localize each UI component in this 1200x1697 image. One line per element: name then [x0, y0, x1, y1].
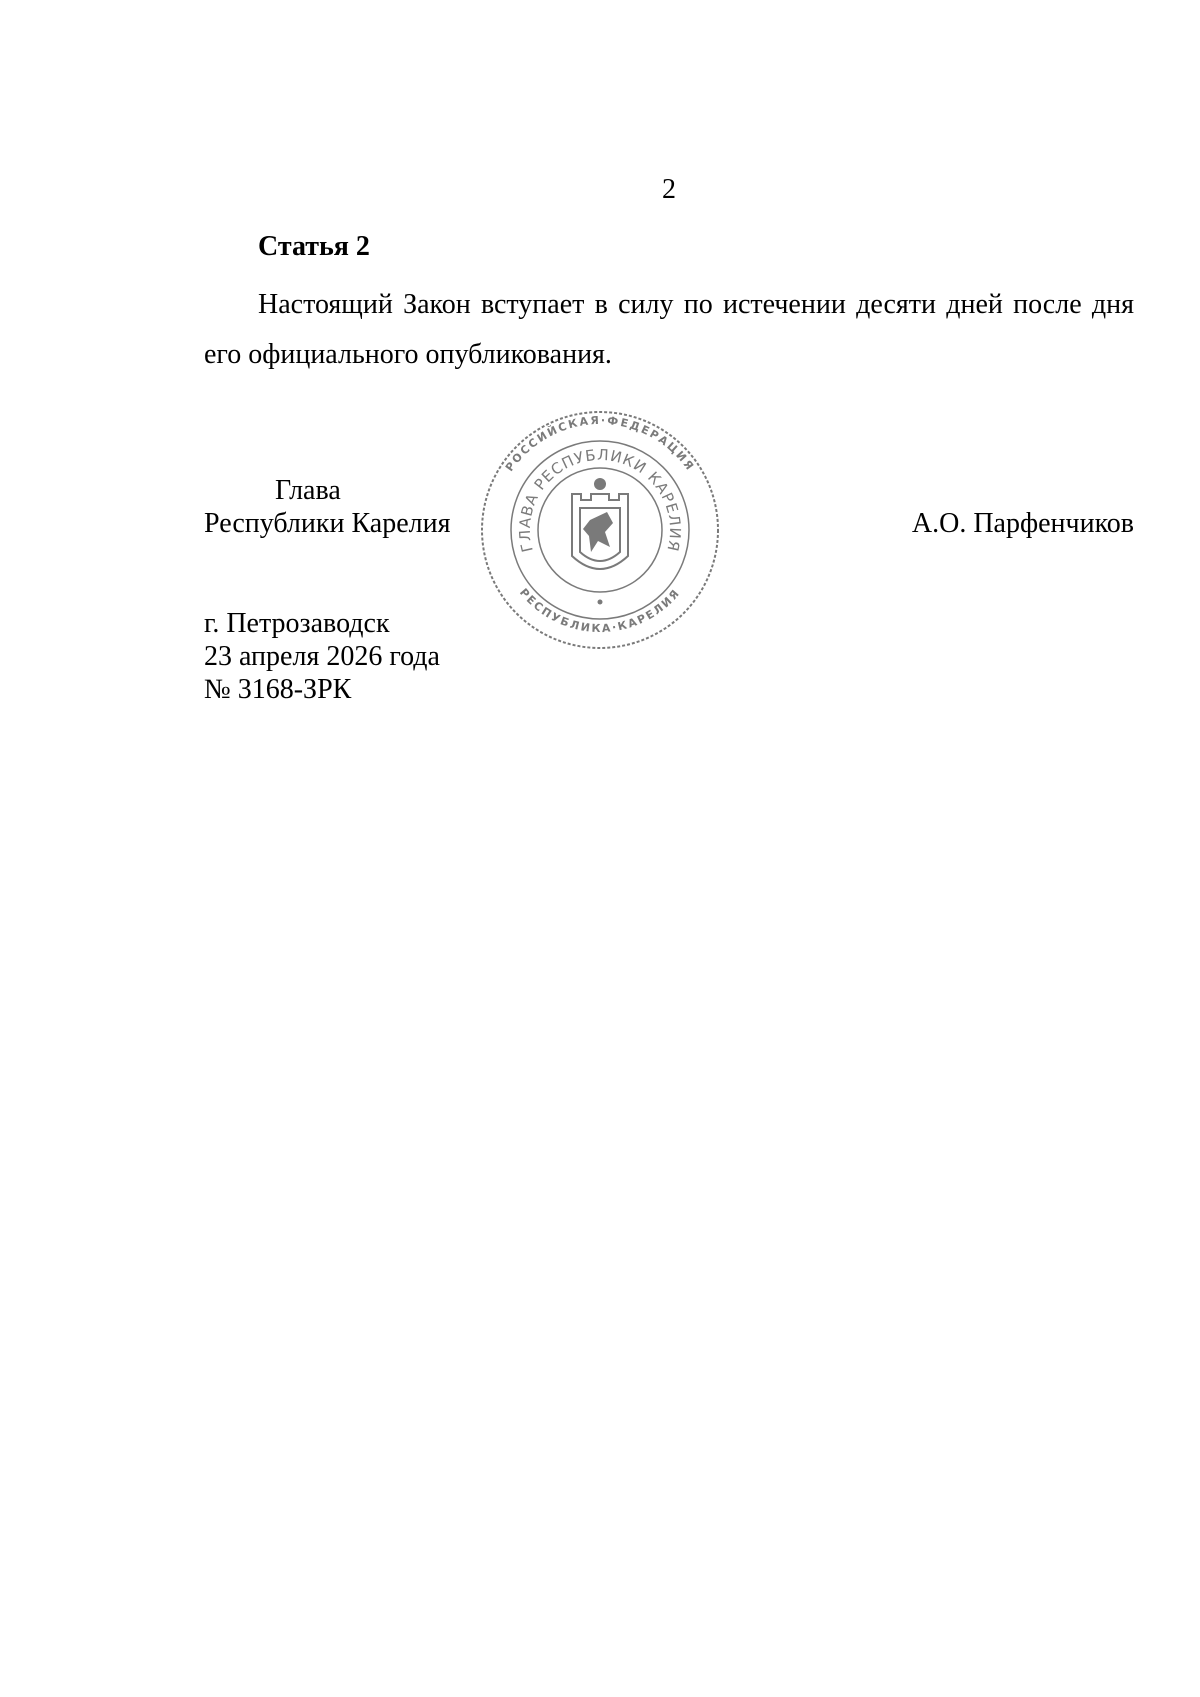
seal-star-icon — [598, 600, 603, 605]
svg-text:РОССИЙСКАЯ·ФЕДЕРАЦИЯ — [503, 414, 697, 474]
signatory-title-line1: Глава — [275, 475, 341, 506]
bear-icon — [583, 512, 613, 552]
article-text: Настоящий Закон вступает в силу по истечении десяти дней после дня его официального опубликования. — [204, 289, 1134, 370]
official-seal-stamp — [480, 410, 720, 650]
seal-inner-text: ГЛАВА РЕСПУБЛИКИ КАРЕЛИЯ — [515, 445, 685, 554]
place-of-signing: г. Петрозаводск — [204, 608, 390, 639]
article-heading: Статья 2 — [258, 231, 370, 262]
seal-outer-top-text: РОССИЙСКАЯ·ФЕДЕРАЦИЯ — [502, 413, 698, 474]
svg-text:РЕСПУБЛИКА·КАРЕЛИЯ — [517, 586, 683, 635]
signatory-name: А.О. Парфенчиков — [911, 508, 1134, 539]
page-number: 2 — [662, 174, 676, 205]
signatory-title-line2: Республики Карелия — [204, 508, 451, 539]
seal-outer-bottom-text: РЕСПУБЛИКА·КАРЕЛИЯ — [516, 585, 684, 636]
date-of-signing: 23 апреля 2026 года — [204, 641, 440, 672]
law-number: № 3168-ЗРК — [204, 674, 352, 705]
